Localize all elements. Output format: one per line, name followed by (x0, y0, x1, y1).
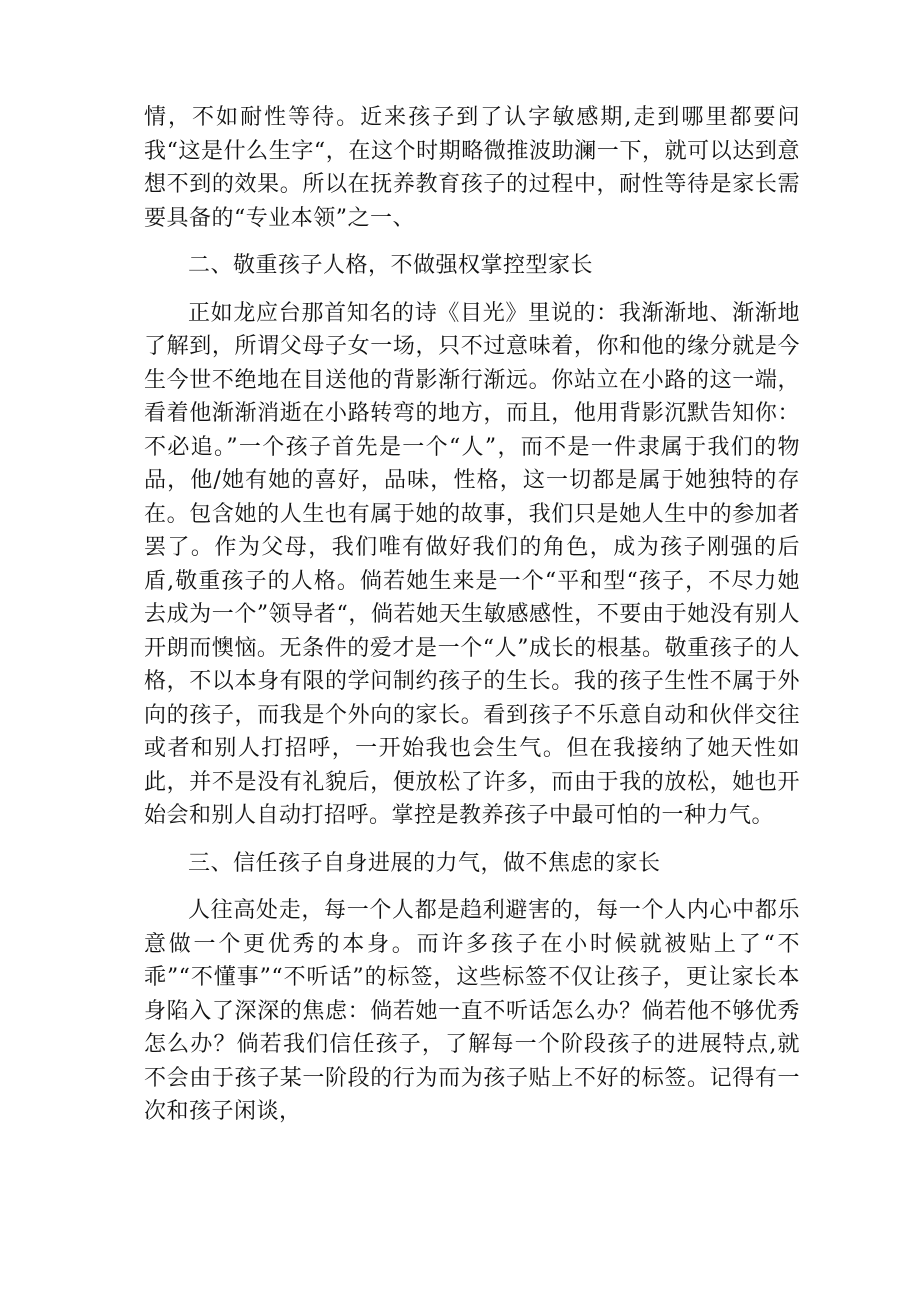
section-heading-trust: 三、信任孩子自身进展的力气，做不焦虑的家长 (188, 850, 661, 876)
section-heading-respect: 二、敬重孩子人格，不做强权掌控型家长 (188, 253, 594, 278)
paragraph-continuation: 情，不如耐性等待。近来孩子到了认字敏感期,走到哪里都要问我“这是什么生字“，在这个时期略微推波助澜一下，就可以达到意想不到的效果。所以在抚养教育孩子的过程中，耐性等待是家长需要具备的“专业本领”之一、 (144, 105, 800, 231)
paragraph-trust-body: 人往高处走，每一个人都是趋利避害的，每一个人内心中都乐意做一个更优秀的本身。而许多孩子在小时候就被贴上了“不乖”“不懂事”“不听话”的标签，这些标签不仅让孩子，更让家长本身陷入了深深的焦虑：倘若她一直不听话怎么办？倘若他不够优秀怎么办？倘若我们信任孩子，了解每一个阶段孩子的进展特点,就不会由于孩子某一阶段的行为而为孩子贴上不好的标签。记得有一次和孩子闲谈， (144, 898, 800, 1124)
paragraph-respect-body: 正如龙应台那首知名的诗《目光》里说的：我渐渐地、渐渐地了解到，所谓父母子女一场，只不过意味着，你和他的缘分就是今生今世不绝地在目送他的背影渐行渐远。你站立在小路的这一端，看着他渐渐消逝在小路转弯的地方，而且，他用背影沉默告知你：不必追。”一个孩子首先是一个“人”，而不是一件隶属于我们的物品，他/她有她的喜好，品味，性格，这一切都是属于她独特的存在。包含她的人生也有属于她的故事，我们只是她人生中的参加者罢了。作为父母，我们唯有做好我们的角色，成为孩子刚强的后盾,敬重孩子的人格。倘若她生来是一个“平和型“孩子，不尽力她去成为一个”领导者“，倘若她天生敏感感性，不要由于她没有别人开朗而懊恼。无条件的爱才是一个“人”成长的根基。敬重孩子的人格，不以本身有限的学问制约孩子的生长。我的孩子生性不属于外向的孩子，而我是个外向的家长。看到孩子不乐意自动和伙伴交往或者和别人打招呼，一开始我也会生气。但在我接纳了她天性如此，并不是没有礼貌后，便放松了许多，而由于我的放松，她也开始会和别人自动打招呼。掌控是教养孩子中最可怕的一种力气。 (144, 300, 800, 828)
document-page (144, 101, 800, 1143)
